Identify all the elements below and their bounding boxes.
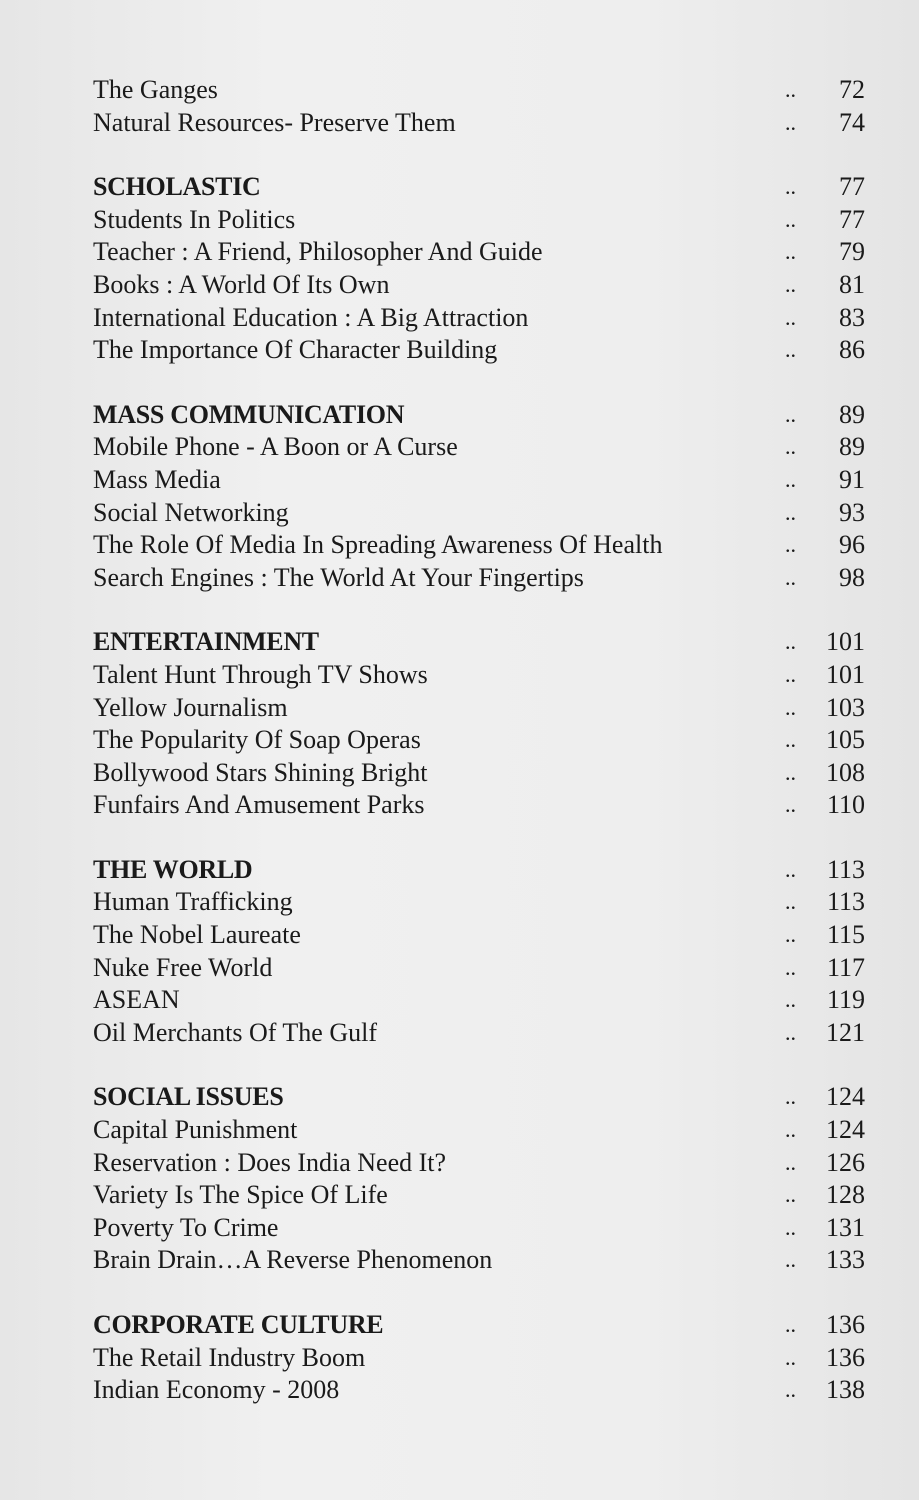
page-number: 119 bbox=[826, 985, 865, 1015]
toc-entry bbox=[93, 886, 865, 919]
dot-leader: .. bbox=[785, 1182, 796, 1208]
toc-entry bbox=[93, 562, 865, 595]
dot-leader: .. bbox=[785, 922, 796, 948]
page-number: 121 bbox=[826, 1017, 865, 1047]
dot-leader: .. bbox=[785, 239, 796, 265]
section-heading-row bbox=[93, 399, 865, 432]
entry-title: International Education : A Big Attraction bbox=[93, 302, 529, 332]
entry-title: The Ganges bbox=[93, 75, 218, 104]
page-number: 72 bbox=[839, 75, 865, 104]
entry-title: Natural Resources- Preserve Them bbox=[93, 107, 456, 137]
toc-section bbox=[93, 171, 865, 367]
entry-title: Capital Punishment bbox=[93, 1115, 298, 1145]
page-number: 110 bbox=[826, 790, 865, 820]
dot-leader: .. bbox=[785, 337, 796, 363]
dot-leader: .. bbox=[785, 401, 796, 427]
dot-leader: .. bbox=[785, 77, 796, 102]
dot-leader: .. bbox=[785, 466, 796, 492]
entry-title: Variety Is The Spice Of Life bbox=[93, 1180, 388, 1210]
toc-entry bbox=[93, 107, 865, 140]
toc-entry bbox=[93, 724, 865, 757]
toc-entry bbox=[93, 1374, 865, 1407]
dot-leader: .. bbox=[785, 792, 796, 818]
toc-entry bbox=[93, 1114, 865, 1147]
dot-leader: .. bbox=[785, 304, 796, 330]
entry-title: Indian Economy - 2008 bbox=[93, 1375, 340, 1405]
entry-title: Mobile Phone - A Boon or A Curse bbox=[93, 432, 458, 462]
page-number: 126 bbox=[826, 1147, 865, 1177]
toc-entry bbox=[93, 789, 865, 822]
dot-leader: .. bbox=[785, 206, 796, 232]
page-number: 117 bbox=[826, 952, 865, 982]
entry-title: Poverty To Crime bbox=[93, 1212, 279, 1242]
dot-leader: .. bbox=[785, 856, 796, 882]
dot-leader: .. bbox=[785, 759, 796, 785]
entry-title: Talent Hunt Through TV Shows bbox=[93, 659, 428, 689]
entry-title: Oil Merchants Of The Gulf bbox=[93, 1017, 378, 1047]
entry-title: Funfairs And Amusement Parks bbox=[93, 790, 425, 820]
section-heading-row bbox=[93, 854, 865, 887]
entry-title: Search Engines : The World At Your Fingertips bbox=[93, 562, 584, 592]
dot-leader: .. bbox=[785, 499, 796, 525]
toc-entry bbox=[93, 1212, 865, 1245]
toc-entry bbox=[93, 431, 865, 464]
toc-entry bbox=[93, 1342, 865, 1375]
section-heading-row bbox=[93, 626, 865, 659]
dot-leader: .. bbox=[785, 727, 796, 753]
section-heading-title: MASS COMMUNICATION bbox=[93, 399, 405, 429]
toc-entry bbox=[93, 204, 865, 237]
section-heading-title: ENTERTAINMENT bbox=[93, 627, 319, 657]
dot-leader: .. bbox=[785, 109, 796, 135]
dot-leader: .. bbox=[785, 889, 796, 915]
entry-title: Social Networking bbox=[93, 497, 289, 527]
page-number: 91 bbox=[839, 464, 865, 494]
entry-title: The Nobel Laureate bbox=[93, 920, 301, 950]
toc-section bbox=[93, 626, 865, 822]
toc-entry bbox=[93, 529, 865, 562]
page-number: 124 bbox=[826, 1082, 865, 1112]
toc-entry bbox=[93, 757, 865, 790]
page-number: 89 bbox=[839, 399, 865, 429]
section-heading-row bbox=[93, 171, 865, 204]
entry-title: Nuke Free World bbox=[93, 952, 273, 982]
page-number: 101 bbox=[826, 627, 865, 657]
dot-leader: .. bbox=[785, 1084, 796, 1110]
toc-entry bbox=[93, 334, 865, 367]
page-number: 105 bbox=[826, 725, 865, 755]
page-number: 98 bbox=[839, 562, 865, 592]
dot-leader: .. bbox=[785, 661, 796, 687]
entry-title: Human Trafficking bbox=[93, 887, 293, 917]
page-number: 101 bbox=[826, 659, 865, 689]
page-number: 113 bbox=[826, 854, 865, 884]
toc-entry bbox=[93, 1017, 865, 1050]
page-number: 83 bbox=[839, 302, 865, 332]
page-number: 138 bbox=[826, 1375, 865, 1405]
toc-entry bbox=[93, 1147, 865, 1180]
toc-entry bbox=[93, 984, 865, 1017]
toc-entry bbox=[93, 74, 865, 107]
entry-title: Books : A World Of Its Own bbox=[93, 269, 390, 299]
toc-section bbox=[93, 74, 865, 139]
section-heading-title: SCHOLASTIC bbox=[93, 172, 261, 202]
dot-leader: .. bbox=[785, 1019, 796, 1045]
page-number: 89 bbox=[839, 432, 865, 462]
toc-section bbox=[93, 1081, 865, 1277]
dot-leader: .. bbox=[785, 1377, 796, 1403]
dot-leader: .. bbox=[785, 1344, 796, 1370]
entry-title: Teacher : A Friend, Philosopher And Guide bbox=[93, 237, 543, 267]
toc-section bbox=[93, 399, 865, 595]
toc-entry bbox=[93, 659, 865, 692]
page-number: 93 bbox=[839, 497, 865, 527]
dot-leader: .. bbox=[785, 1214, 796, 1240]
page-number: 77 bbox=[839, 204, 865, 234]
page-number: 74 bbox=[839, 107, 865, 137]
toc-entry bbox=[93, 952, 865, 985]
entry-title: ASEAN bbox=[93, 985, 180, 1015]
section-heading-title: SOCIAL ISSUES bbox=[93, 1082, 284, 1112]
dot-leader: .. bbox=[785, 271, 796, 297]
dot-leader: .. bbox=[785, 1149, 796, 1175]
dot-leader: .. bbox=[785, 1312, 796, 1337]
page-number: 113 bbox=[826, 887, 865, 917]
section-heading-row bbox=[93, 1081, 865, 1114]
toc-entry bbox=[93, 692, 865, 725]
page-number: 79 bbox=[839, 237, 865, 267]
page-number: 81 bbox=[839, 269, 865, 299]
toc-section bbox=[93, 1309, 865, 1407]
dot-leader: .. bbox=[785, 532, 796, 558]
dot-leader: .. bbox=[785, 564, 796, 590]
toc-entry bbox=[93, 269, 865, 302]
entry-title: The Role Of Media In Spreading Awareness Of Health bbox=[93, 530, 663, 560]
entry-title: Reservation : Does India Need It? bbox=[93, 1147, 447, 1177]
toc-entry bbox=[93, 919, 865, 952]
page-number: 115 bbox=[826, 920, 865, 950]
dot-leader: .. bbox=[785, 1117, 796, 1143]
toc-entry bbox=[93, 497, 865, 530]
entry-title: Yellow Journalism bbox=[93, 692, 288, 722]
page-number: 136 bbox=[826, 1310, 865, 1339]
dot-leader: .. bbox=[785, 987, 796, 1013]
dot-leader: .. bbox=[785, 694, 796, 720]
page-number: 108 bbox=[826, 757, 865, 787]
page-number: 124 bbox=[826, 1115, 865, 1145]
toc-entry bbox=[93, 1244, 865, 1277]
dot-leader: .. bbox=[785, 434, 796, 460]
dot-leader: .. bbox=[785, 1247, 796, 1273]
dot-leader: .. bbox=[785, 629, 796, 655]
section-heading-title: CORPORATE CULTURE bbox=[93, 1310, 384, 1339]
entry-title: Brain Drain…A Reverse Phenomenon bbox=[93, 1245, 493, 1275]
toc-section bbox=[93, 854, 865, 1050]
section-heading-title: THE WORLD bbox=[93, 854, 253, 884]
toc-entry bbox=[93, 1179, 865, 1212]
page-number: 77 bbox=[839, 172, 865, 202]
table-of-contents bbox=[93, 74, 865, 1407]
entry-title: The Popularity Of Soap Operas bbox=[93, 725, 421, 755]
toc-entry bbox=[93, 302, 865, 335]
page-number: 136 bbox=[826, 1342, 865, 1372]
dot-leader: .. bbox=[785, 174, 796, 200]
toc-entry bbox=[93, 236, 865, 269]
page-number: 96 bbox=[839, 530, 865, 560]
entry-title: Students In Politics bbox=[93, 204, 296, 234]
toc-entry bbox=[93, 464, 865, 497]
page-number: 86 bbox=[839, 335, 865, 365]
section-heading-row bbox=[93, 1309, 865, 1342]
dot-leader: .. bbox=[785, 954, 796, 980]
entry-title: The Importance Of Character Building bbox=[93, 335, 498, 365]
entry-title: Mass Media bbox=[93, 464, 221, 494]
entry-title: Bollywood Stars Shining Bright bbox=[93, 757, 428, 787]
page-number: 133 bbox=[826, 1245, 865, 1275]
entry-title: The Retail Industry Boom bbox=[93, 1342, 366, 1372]
page-number: 128 bbox=[826, 1180, 865, 1210]
page-number: 103 bbox=[826, 692, 865, 722]
page-number: 131 bbox=[826, 1212, 865, 1242]
